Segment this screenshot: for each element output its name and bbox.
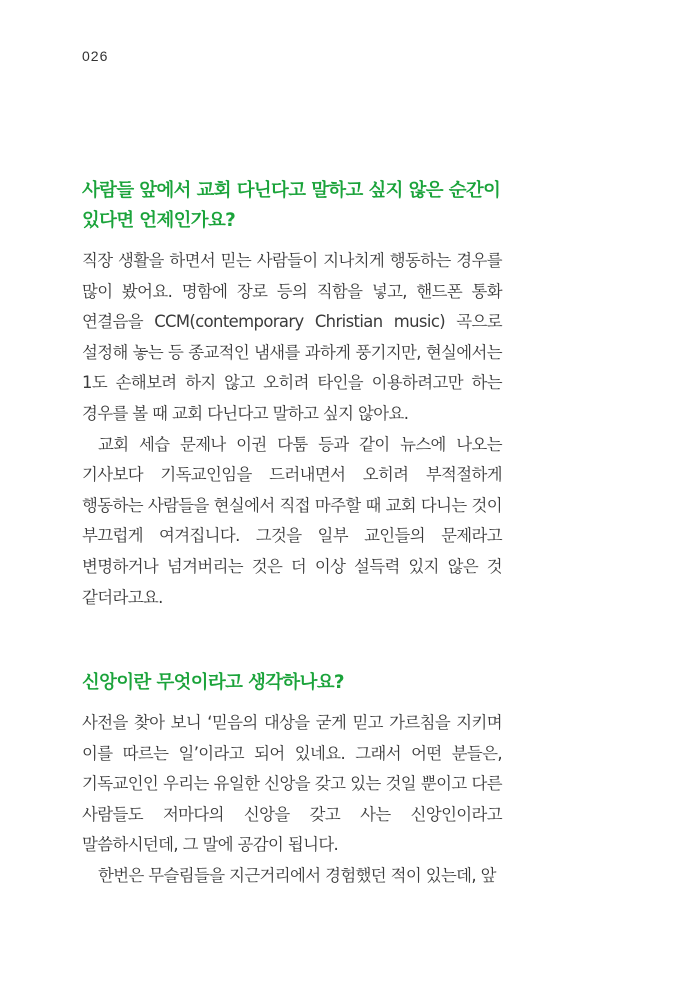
question-heading: 사람들 앞에서 교회 다닌다고 말하고 싶지 않은 순간이 있다면 언제인가요?: [82, 180, 501, 231]
answer-paragraph: 직장 생활을 하면서 믿는 사람들이 지나치게 행동하는 경우를 많이 봤어요. 명함에 장로 등의 직함을 넣고, 핸드폰 통화 연결음을 CCM(contemporary Christian music) 곡으로 설정해 놓는 등 종교적인 냄새를 과하게 풍기지만, 현실에서는 1도 손해보려 하지 않고 오히려 타인을 이용하려고만 하는 경우를 볼 때 교회 다닌다고 말하고 싶지 않아요.: [82, 251, 502, 423]
answer-paragraph: 사전을 찾아 보니 ‘믿음의 대상을 굳게 믿고 가르침을 지키며 이를 따르는 일’이라고 되어 있네요. 그래서 어떤 분들은, 기독교인인 우리는 유일한 신앙을 갖고 있는 것일 뿐이고 다른 사람들도 저마다의 신앙을 갖고 사는 신앙인이라고 말씀하시던데, 그 말에 공감이 됩니다.: [82, 713, 502, 855]
qa-section-1: [82, 176, 502, 613]
answer-paragraph: 한번은 무슬림들을 지근거리에서 경험했던 적이 있는데, 앞: [98, 865, 496, 885]
answer-paragraph: 교회 세습 문제나 이권 다툼 등과 같이 뉴스에 나오는 기사보다 기독교인임을 드러내면서 오히려 부적절하게 행동하는 사람들을 현실에서 직접 마주할 때 교회 다니는 것이 부끄럽게 여겨집니다. 그것을 일부 교인들의 문제라고 변명하거나 넘겨버리는 것은 더 이상 설득력 있지 않은 것 같더라고요.: [82, 434, 502, 607]
page-number: 026: [82, 48, 109, 64]
question-heading: 신앙이란 무엇이라고 생각하나요?: [82, 672, 344, 693]
qa-section-2: [82, 668, 502, 892]
